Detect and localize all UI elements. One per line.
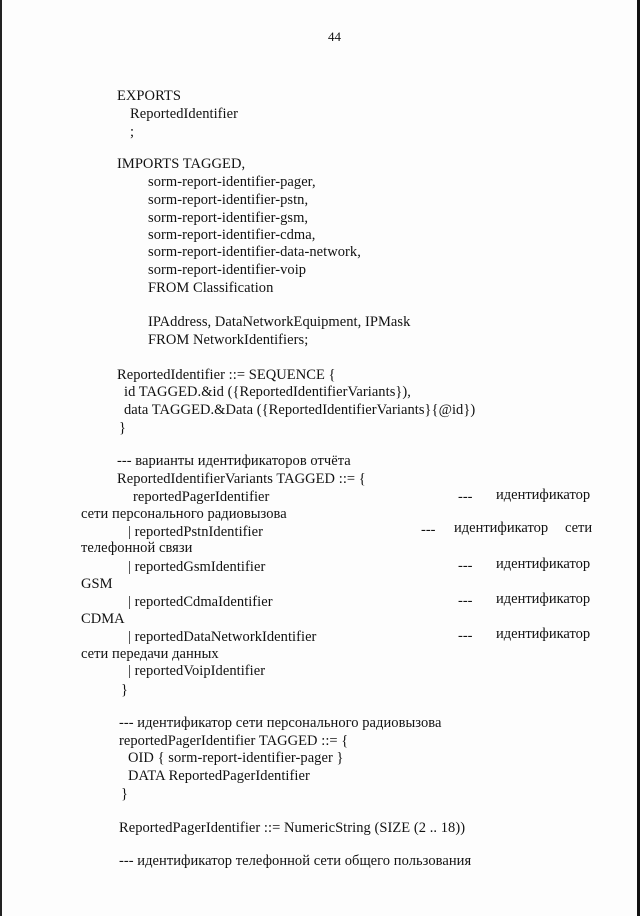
code-line: | reportedPstnIdentifier <box>128 524 263 540</box>
code-line: FROM NetworkIdentifiers; <box>148 332 309 348</box>
comment-line: --- варианты идентификаторов отчёта <box>117 453 351 469</box>
code-line: } <box>121 682 129 698</box>
code-line: reportedPagerIdentifier <box>133 489 270 505</box>
comment-dash: --- <box>458 558 473 574</box>
page-number: 44 <box>328 29 342 44</box>
comment-continuation: CDMA <box>81 611 125 627</box>
comment-text: идентификатор <box>454 520 549 536</box>
comment-line: --- идентификатор сети персонального радиовызова <box>119 715 442 731</box>
code-line: | reportedDataNetworkIdentifier <box>128 629 317 645</box>
code-line: sorm-report-identifier-data-network, <box>148 244 361 260</box>
code-line: sorm-report-identifier-pstn, <box>148 192 309 208</box>
comment-dash: --- <box>421 522 436 538</box>
code-line: reportedPagerIdentifier TAGGED ::= { <box>119 733 349 749</box>
comment-continuation: GSM <box>81 576 113 592</box>
comment-text: идентификатор <box>496 591 591 607</box>
comment-text: сети <box>565 520 593 536</box>
code-line: } <box>121 786 129 802</box>
code-line: | reportedVoipIdentifier <box>128 663 266 679</box>
code-line: sorm-report-identifier-voip <box>148 262 307 278</box>
code-line: OID { sorm-report-identifier-pager } <box>128 750 344 766</box>
comment-continuation: телефонной связи <box>81 540 193 556</box>
code-line: sorm-report-identifier-cdma, <box>148 227 316 243</box>
code-line: ReportedIdentifier ::= SEQUENCE { <box>117 367 336 383</box>
code-line: ReportedIdentifier <box>130 106 238 122</box>
comment-continuation: сети передачи данных <box>81 646 219 662</box>
code-line: ReportedIdentifierVariants TAGGED ::= { <box>117 471 366 487</box>
code-line: ReportedPagerIdentifier ::= NumericString (SIZE (2 .. 18)) <box>119 820 466 836</box>
code-line: | reportedGsmIdentifier <box>128 559 266 575</box>
code-line: data TAGGED.&Data ({ReportedIdentifierVariants}{@id}) <box>124 402 476 418</box>
code-line: sorm-report-identifier-pager, <box>148 174 316 190</box>
code-line: DATA ReportedPagerIdentifier <box>128 768 310 784</box>
code-line: FROM Classification <box>148 280 274 296</box>
comment-text: идентификатор <box>496 556 591 572</box>
comment-text: идентификатор <box>496 626 591 642</box>
comment-continuation: сети персонального радиовызова <box>81 506 287 522</box>
comment-text: идентификатор <box>496 487 591 503</box>
comment-dash: --- <box>458 593 473 609</box>
comment-line: --- идентификатор телефонной сети общего пользования <box>119 853 472 869</box>
code-line: id TAGGED.&id ({ReportedIdentifierVariants}), <box>124 384 411 400</box>
code-line: ; <box>130 124 135 140</box>
code-line: } <box>119 420 127 436</box>
code-line: IMPORTS TAGGED, <box>117 156 246 172</box>
code-line: sorm-report-identifier-gsm, <box>148 210 309 226</box>
code-line: EXPORTS <box>117 88 181 104</box>
code-line: IPAddress, DataNetworkEquipment, IPMask <box>148 314 411 330</box>
code-line: | reportedCdmaIdentifier <box>128 594 273 610</box>
comment-dash: --- <box>458 628 473 644</box>
comment-dash: --- <box>458 489 473 505</box>
